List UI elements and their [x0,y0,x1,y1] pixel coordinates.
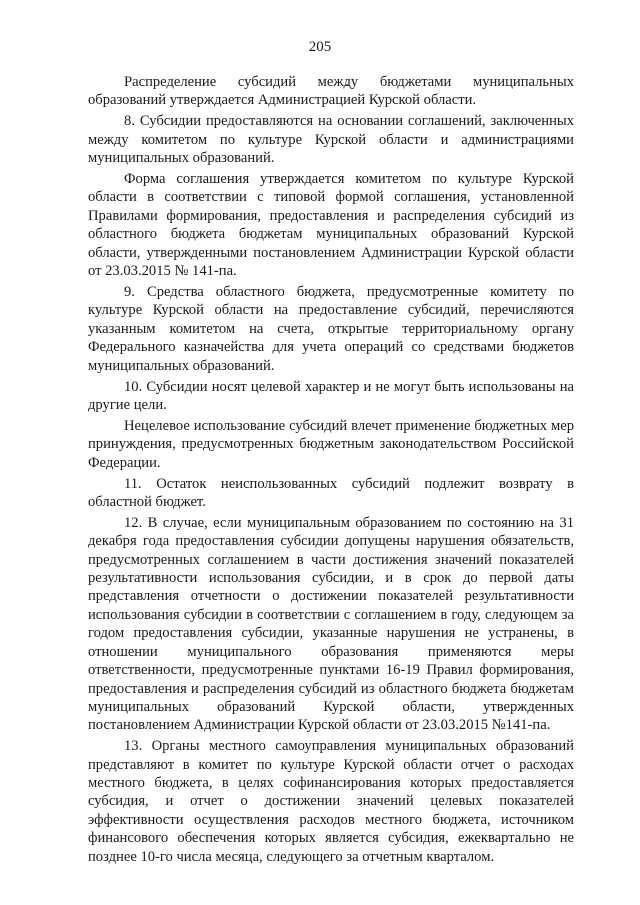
paragraph-item-11: 11. Остаток неиспользованных субсидий подлежит возврату в областной бюджет. [88,475,574,510]
paragraph-agreement-form: Форма соглашения утверждается комитетом по культуре Курской области в соответствии с типовой формой соглашения, установленной Правилами формирования, предоставления и распределения субсидий из областного бюджета бюджетам муниципальных образований Курской области, утвержденными постановлением Администрации Курской области от 23.03.2015 № 141-па. [88,171,574,280]
paragraph-item-9: 9. Средства областного бюджета, предусмотренные комитету по культуре Курской области на предоставление субсидий, перечисляются указанным комитетом на счета, открытые территориальному органу Федерального казначейства для учета операций со средствами бюджетов муниципальных образований. [88,283,574,374]
paragraph-item-8: 8. Субсидии предоставляются на основании соглашений, заключенных между комитетом по культуре Курской области и администрациями муниципальных образований. [88,113,574,167]
paragraph-misuse: Нецелевое использование субсидий влечет применение бюджетных мер принуждения, предусмотренных бюджетным законодательством Российской Федерации. [88,417,574,471]
paragraph-distribution: Распределение субсидий между бюджетами муниципальных образований утверждается Администрацией Курской области. [88,74,574,109]
paragraph-item-13: 13. Органы местного самоуправления муниципальных образований представляют в комитет по культуре Курской области отчет о расходах местного бюджета, в целях софинансирования которых предоставляется субсидия, и отчет о достижении значений целевых показателей эффективности осуществления расходов местного бюджета, источником финансового обеспечения которых является субсидия, ежеквартально не позднее 10-го числа месяца, следующего за отчетным кварталом. [88,738,574,865]
document-body [88,73,574,866]
page-number: 205 [308,39,332,55]
paragraph-item-12: 12. В случае, если муниципальным образованием по состоянию на 31 декабря года предоставления субсидии допущены нарушения обязательств, предусмотренных соглашением в части достижения значений показателей результативности использования субсидии, и в срок до первой даты представления отчетности о достижении показателей результативности использования субсидии в соответствии с соглашением в году, следующем за годом предоставления субсидии, указанные нарушения не устранены, в отношении муниципального образования применяются меры ответственности, предусмотренные пунктами 16-19 Правил формирования, предоставления и распределения субсидий из областного бюджета бюджетам муниципальных образований Курской области, утвержденных постановлением Администрации Курской области от 23.03.2015 №141-па. [88,514,574,734]
paragraph-item-10: 10. Субсидии носят целевой характер и не могут быть использованы на другие цели. [88,378,574,413]
